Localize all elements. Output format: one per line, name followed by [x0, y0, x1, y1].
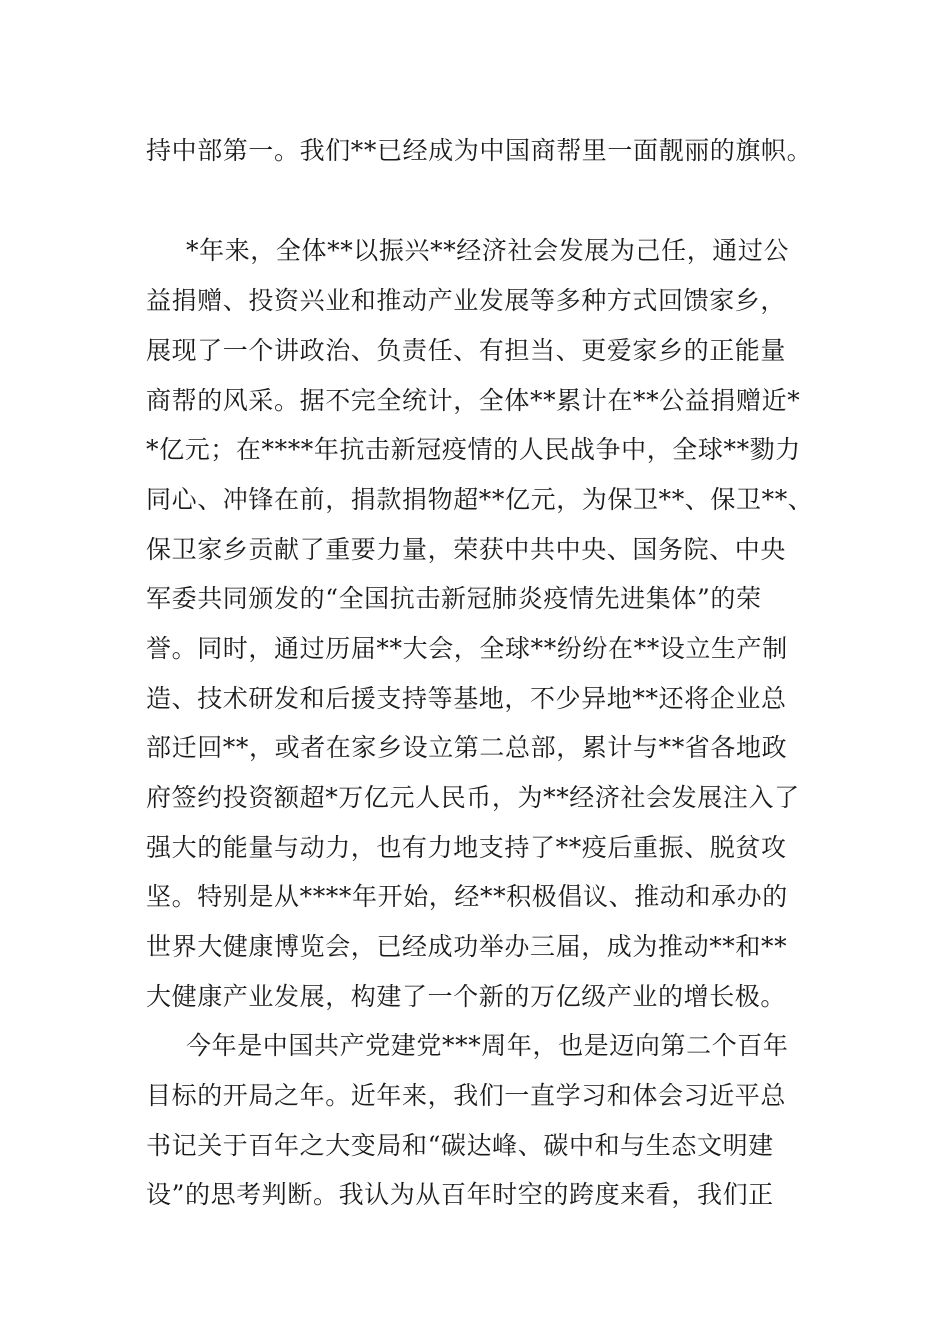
paragraph-line: 益捐赠、投资兴业和推动产业发展等多种方式回馈家乡， [146, 286, 787, 315]
paragraph-line: 书记关于百年之大变局和“碳达峰、碳中和与生态文明建 [146, 1131, 774, 1160]
paragraph-line: 部迁回**，或者在家乡设立第二总部，累计与**省各地政 [146, 733, 788, 762]
paragraph-line: 同心、冲锋在前，捐款捐物超**亿元，为保卫**、保卫**、 [146, 485, 814, 514]
paragraph-line: *年来，全体**以振兴**经济社会发展为己任，通过公 [186, 236, 790, 265]
paragraph-line: 保卫家乡贡献了重要力量，荣获中共中央、国务院、中央 [146, 535, 787, 564]
paragraph-line: 今年是中国共产党建党***周年，也是迈向第二个百年 [186, 1031, 789, 1060]
paragraph-line: 誉。同时，通过历届**大会，全球**纷纷在**设立生产制 [146, 634, 788, 663]
paragraph-line: 设”的思考判断。我认为从百年时空的跨度来看，我们正 [146, 1180, 774, 1209]
paragraph-line: *亿元；在****年抗击新冠疫情的人民战争中，全球**勠力 [146, 435, 801, 464]
paragraph-line: 造、技术研发和后援支持等基地，不少异地**还将企业总 [146, 684, 787, 713]
paragraph-line: 商帮的风采。据不完全统计，全体**累计在**公益捐赠近* [146, 386, 801, 415]
paragraph-line: 世界大健康博览会，已经成功举办三届，成为推动**和** [146, 932, 788, 961]
paragraph-line: 坚。特别是从****年开始，经**积极倡议、推动和承办的 [146, 882, 788, 911]
paragraph-line: 强大的能量与动力，也有力地支持了**疫后重振、脱贫攻 [146, 833, 787, 862]
paragraph-line: 展现了一个讲政治、负责任、有担当、更爱家乡的正能量 [146, 336, 787, 365]
paragraph-line: 大健康产业发展，构建了一个新的万亿级产业的增长极。 [146, 982, 787, 1011]
paragraph-line: 军委共同颁发的“全国抗击新冠肺炎疫情先进集体”的荣 [146, 584, 762, 613]
paragraph-line: 府签约投资额超*万亿元人民币，为**经济社会发展注入了 [146, 783, 800, 812]
paragraph-line: 目标的开局之年。近年来，我们一直学习和体会习近平总 [146, 1081, 787, 1110]
paragraph-line: 持中部第一。我们**已经成为中国商帮里一面靓丽的旗帜。 [146, 136, 813, 165]
